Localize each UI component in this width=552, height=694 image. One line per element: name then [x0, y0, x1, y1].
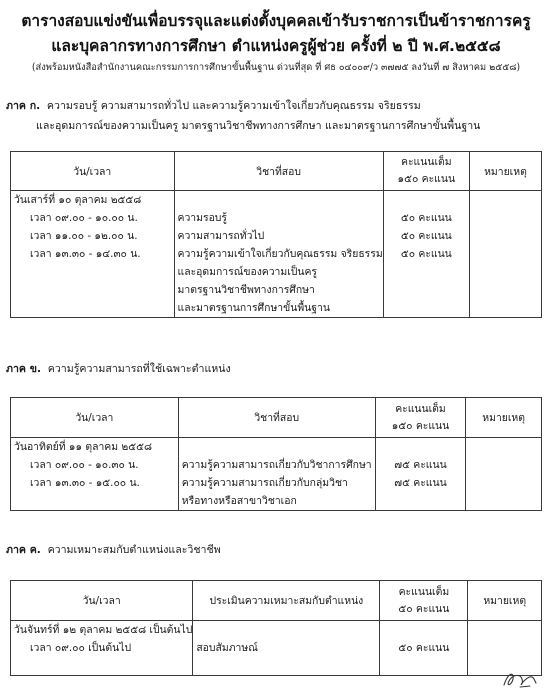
header-datetime: วัน/เวลา: [11, 398, 179, 438]
score-value: ๗๕ คะแนน: [394, 459, 447, 471]
handwritten-signature: [500, 667, 540, 691]
section-b-heading: [6, 360, 231, 377]
section-c-table: [10, 580, 542, 676]
header-subject: วิชาที่สอบ: [178, 398, 375, 438]
header-datetime: วัน/เวลา: [11, 581, 193, 621]
section-a-heading-line2: และอุดมการณ์ของความเป็นครู มาตรฐานวิชาชีพทางการศึกษา และมาตรฐานการศึกษาขั้นพื้นฐาน: [36, 120, 481, 132]
section-a-heading: [6, 97, 421, 114]
table-header-row: [11, 581, 542, 621]
subject-text: ความรู้ความเข้าใจเกี่ยวกับคุณธรรม จริยธรรม: [177, 248, 383, 260]
header-score-total: ๕๐ คะแนน: [398, 602, 450, 615]
header-score-label: คะแนนเต็ม: [395, 402, 446, 415]
header-remark: หมายเหตุ: [468, 581, 542, 621]
section-c-heading: [6, 541, 221, 558]
score-value: ๕๐ คะแนน: [400, 248, 452, 260]
exam-day: วันจันทร์ที่ ๑๒ ตุลาคม ๒๕๕๘ เป็นต้นไป: [14, 624, 193, 636]
score-value: ๕๐ คะแนน: [398, 642, 450, 654]
subject-text: หรือทางหรือสาขาวิชาเอก: [181, 495, 297, 507]
datetime-cell: [11, 621, 193, 676]
subject-text: สอบสัมภาษณ์: [196, 642, 258, 654]
subject-text: มาตรฐานวิชาชีพทางการศึกษา: [177, 284, 315, 296]
exam-time: เวลา ๑๑.๐๐ - ๑๒.๐๐ น.: [30, 230, 138, 242]
header-score-total: ๑๕๐ คะแนน: [391, 419, 450, 432]
table-row: [11, 191, 542, 318]
exam-time: เวลา ๑๓.๓๐ - ๑๕.๐๐ น.: [30, 477, 140, 489]
header-score: [375, 398, 466, 438]
document-subtitle: (ส่งพร้อมหนังสือสำนักงานคณะกรรมการการศึกษาขั้นพื้นฐาน ด่วนที่สุด ที่ ศธ ๐๔๐๐๙/ว ๓๗๗๕ ลงวันที่ ๗ สิงหาคม ๒๕๕๘): [31, 62, 521, 73]
header-score: [383, 152, 469, 191]
exam-day: วันเสาร์ที่ ๑๐ ตุลาคม ๒๕๕๘: [14, 194, 142, 206]
subject-text: ความรู้ความสามารถเกี่ยวกับวิชาการศึกษา: [181, 459, 372, 471]
header-score-label: คะแนนเต็ม: [398, 585, 450, 598]
subject-cell: [193, 621, 380, 676]
datetime-cell: [11, 191, 175, 318]
section-b-label: ภาค ข.: [6, 363, 41, 375]
subject-text: และมาตรฐานการศึกษาขั้นพื้นฐาน: [177, 302, 330, 314]
subject-cell: [178, 438, 375, 511]
section-a-table: [10, 151, 542, 318]
document-title-line1: ตารางสอบแข่งขันเพื่อบรรจุและแต่งตั้งบุคคลเข้ารับราชการเป็นข้าราชการครู: [21, 12, 531, 30]
datetime-cell: [11, 438, 179, 511]
section-a-label: ภาค ก.: [6, 100, 41, 112]
subject-cell: [174, 191, 383, 318]
table-row: [11, 438, 542, 511]
header-score-total: ๑๕๐ คะแนน: [397, 173, 456, 185]
section-c-heading-text: ความเหมาะสมกับตำแหน่งและวิชาชีพ: [47, 544, 221, 556]
score-cell: [380, 621, 468, 676]
exam-time: เวลา ๐๙.๐๐ เป็นต้นไป: [30, 642, 132, 654]
exam-time: เวลา ๐๙.๐๐ - ๑๐.๐๐ น.: [30, 212, 138, 224]
section-a-heading-text: ความรอบรู้ ความสามารถทั่วไป และความรู้ความเข้าใจเกี่ยวกับคุณธรรม จริยธรรม: [46, 100, 421, 112]
header-score-label: คะแนนเต็ม: [401, 156, 452, 168]
section-b-heading-text: ความรู้ความสามารถที่ใช้เฉพาะตำแหน่ง: [47, 363, 231, 375]
score-value: ๕๐ คะแนน: [400, 230, 452, 242]
header-score: [380, 581, 468, 621]
header-remark: หมายเหตุ: [469, 152, 541, 191]
subject-text: ความรู้ความสามารถเกี่ยวกับกลุ่มวิชา: [181, 477, 348, 489]
section-c-label: ภาค ค.: [6, 544, 41, 556]
table-row: [11, 621, 542, 676]
remark-cell: [469, 191, 541, 318]
header-datetime: วัน/เวลา: [11, 152, 175, 191]
table-header-row: [11, 398, 542, 438]
document-title-line2: และบุคลากรทางการศึกษา ตำแหน่งครูผู้ช่วย ครั้งที่ ๒ ปี พ.ศ.๒๕๕๘: [51, 37, 501, 55]
score-cell: [383, 191, 469, 318]
table-header-row: [11, 152, 542, 191]
remark-cell: [466, 438, 542, 511]
subject-text: และอุดมการณ์ของความเป็นครู: [177, 266, 318, 278]
score-value: ๗๕ คะแนน: [394, 477, 447, 489]
subject-text: ความรอบรู้: [177, 212, 227, 224]
exam-time: เวลา ๑๓.๓๐ - ๑๔.๓๐ น.: [30, 248, 141, 260]
header-subject: ประเมินความเหมาะสมกับตำแหน่ง: [193, 581, 380, 621]
section-b-table: [10, 397, 542, 511]
header-subject: วิชาที่สอบ: [174, 152, 383, 191]
exam-day: วันอาทิตย์ที่ ๑๑ ตุลาคม ๒๕๕๘: [14, 441, 152, 453]
score-value: ๕๐ คะแนน: [400, 212, 452, 224]
header-remark: หมายเหตุ: [466, 398, 542, 438]
score-cell: [375, 438, 466, 511]
subject-text: ความสามารถทั่วไป: [177, 230, 265, 242]
exam-time: เวลา ๐๙.๐๐ - ๑๐.๓๐ น.: [30, 459, 139, 471]
